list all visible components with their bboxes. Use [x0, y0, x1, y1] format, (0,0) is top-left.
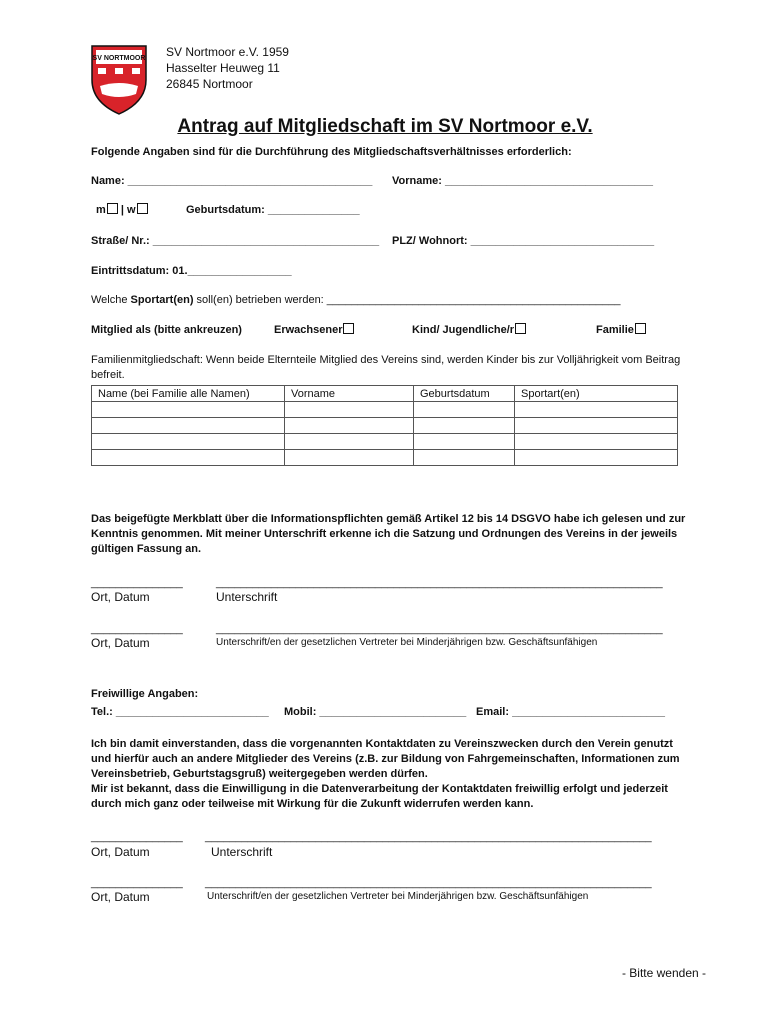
col-vorname: Vorname [285, 386, 414, 402]
family-note: Familienmitgliedschaft: Wenn beide Elternteile Mitglied des Vereins sind, werden Kinder bis zur Volljährigkeit vom Beitrag befreit. [91, 354, 681, 381]
sportart-post: soll(en) betrieben werden: ________________________________________________ [193, 294, 621, 306]
table-row[interactable] [92, 418, 678, 434]
strasse-field[interactable]: Straße/ Nr.: _____________________________________ [91, 235, 380, 247]
sig2-sign-label: Unterschrift/en der gesetzlichen Vertreter bei Minderjährigen bzw. Geschäftsunfähigen [216, 637, 598, 648]
consent-text: Ich bin damit einverstanden, dass die vorgenannten Kontaktdaten zu Vereinszwecken durch den Verein genutzt und hierfür auch an andere Mitglieder des Vereins (z.B. zur Bildung von Fahrgemeinschaften, Informationen zum Vereinsbetrieb, Geburtstagsgruß) weitergegeben werden dürfen. Mir ist bekannt, dass die Einwilligung in die Datenverarbeitung der Kontaktdaten freiwillig erfolgt und jederzeit durch mich ganz oder teilweise mit Wirkung für die Zukunft widerrufen werden kann. [91, 738, 680, 810]
mitglied-label: Mitglied als (bitte ankreuzen) [91, 324, 242, 336]
mobil-field[interactable]: Mobil: ________________________ [284, 706, 467, 718]
table-header-row [92, 386, 678, 402]
erwachsener-label: Erwachsener [274, 324, 343, 336]
tel-field[interactable]: Tel.: _________________________ [91, 706, 269, 718]
optional-heading: Freiwillige Angaben: [91, 688, 199, 700]
sig3-ort-label: Ort, Datum [91, 845, 150, 859]
option-familie[interactable] [596, 323, 646, 336]
sig2-ort-label: Ort, Datum [91, 636, 150, 650]
familie-checkbox[interactable] [635, 323, 646, 334]
table-row[interactable] [92, 402, 678, 418]
club-address [166, 44, 289, 92]
gender-m-checkbox[interactable] [107, 203, 118, 214]
col-name: Name (bei Familie alle Namen) [92, 386, 285, 402]
sig3-ort-line[interactable]: _______________ [91, 831, 183, 843]
sportart-pre: Welche [91, 294, 131, 306]
club-logo [88, 40, 150, 116]
col-sportart: Sportart(en) [515, 386, 678, 402]
email-field[interactable]: Email: _________________________ [476, 706, 666, 718]
sig4-sign-line[interactable]: _________________________________________________________________________ [205, 877, 652, 889]
dsgvo-text: Das beigefügte Merkblatt über die Informationspflichten gemäß Artikel 12 bis 14 DSGVO habe ich gelesen und zur Kenntnis genommen. Mit meiner Unterschrift erkenne ich die Satzung und Ordnungen des Vereins in der jeweils gültigen Fassung an. [91, 513, 686, 555]
plz-field[interactable]: PLZ/ Wohnort: ______________________________ [392, 235, 655, 247]
vorname-field[interactable]: Vorname: __________________________________ [392, 175, 653, 187]
sig4-ort-label: Ort, Datum [91, 890, 150, 904]
kind-checkbox[interactable] [515, 323, 526, 334]
col-geburtsdatum: Geburtsdatum [414, 386, 515, 402]
erwachsener-checkbox[interactable] [343, 323, 354, 334]
page-title: Antrag auf Mitgliedschaft im SV Nortmoor e.V. [177, 116, 593, 137]
sig1-sign-line[interactable]: _________________________________________________________________________ [216, 577, 663, 589]
club-street: Hasselter Heuweg 11 [166, 61, 280, 75]
family-table [91, 385, 678, 466]
page-footer: - Bitte wenden - [621, 966, 706, 980]
option-erwachsener[interactable] [274, 323, 354, 336]
table-row[interactable] [92, 450, 678, 466]
kind-label: Kind/ Jugendliche/r [412, 324, 515, 336]
gender-m-label: m [96, 204, 106, 216]
sig4-sign-label: Unterschrift/en der gesetzlichen Vertreter bei Minderjährigen bzw. Geschäftsunfähigen [207, 891, 589, 902]
sig4-ort-line[interactable]: _______________ [91, 877, 183, 889]
club-name: SV Nortmoor e.V. 1959 [166, 45, 289, 59]
geburtsdatum-field[interactable]: Geburtsdatum: _______________ [186, 204, 360, 216]
club-city: 26845 Nortmoor [166, 77, 253, 91]
eintritt-field[interactable]: Eintrittsdatum: 01._________________ [91, 265, 292, 277]
sig1-sign-label: Unterschrift [216, 590, 278, 604]
gender-choice [96, 203, 148, 216]
sig3-sign-line[interactable]: _________________________________________________________________________ [205, 831, 652, 843]
familie-label: Familie [596, 324, 634, 336]
svg-text:SV NORTMOOR: SV NORTMOOR [92, 55, 146, 62]
name-field[interactable]: Name: ________________________________________ [91, 175, 373, 187]
intro-text: Folgende Angaben sind für die Durchführung des Mitgliedschaftsverhältnisses erforderlich: [91, 146, 572, 158]
gender-w-checkbox[interactable] [137, 203, 148, 214]
sig1-ort-line[interactable]: _______________ [91, 577, 183, 589]
sig2-sign-line[interactable]: _________________________________________________________________________ [216, 623, 663, 635]
sig1-ort-label: Ort, Datum [91, 590, 150, 604]
table-row[interactable] [92, 434, 678, 450]
sig2-ort-line[interactable]: _______________ [91, 623, 183, 635]
sportart-field[interactable] [91, 294, 620, 306]
gender-w-label: | w [120, 204, 136, 216]
sig3-sign-label: Unterschrift [211, 845, 273, 859]
sportart-bold: Sportart(en) [130, 294, 194, 306]
option-kind[interactable] [412, 323, 526, 336]
